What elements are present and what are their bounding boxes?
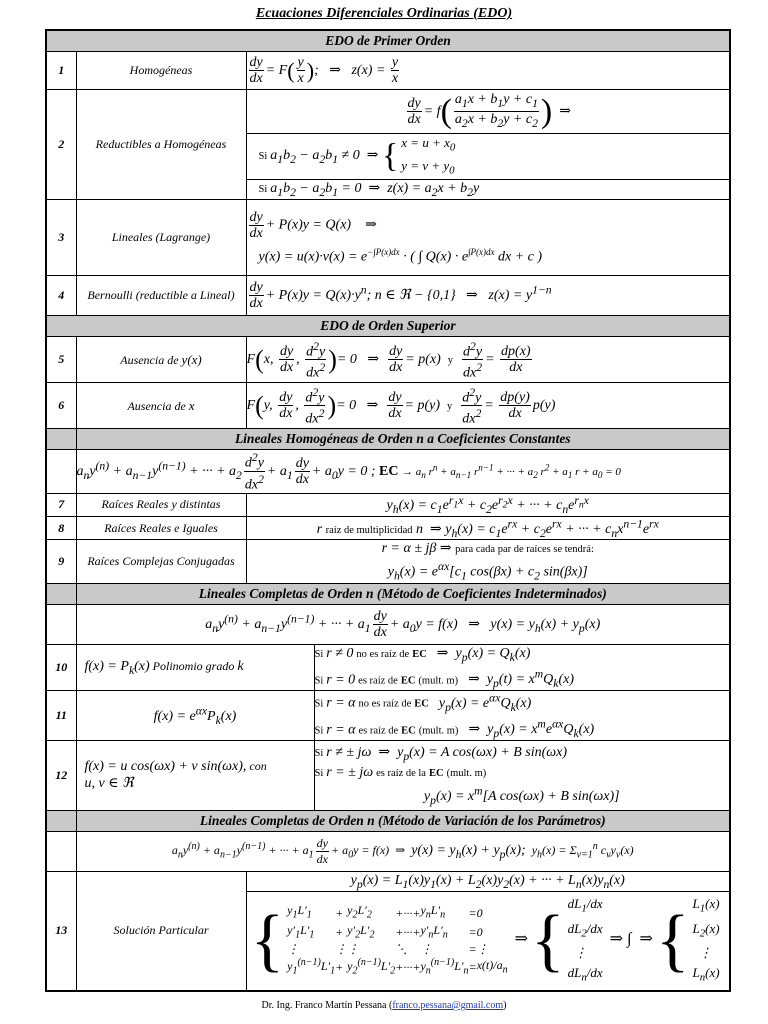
formula: r raíz de multiplicidad n ⇒ $y_h(x) = c_1e^{rx} + c_2e^{rx}$ + ··· + $c_nx^{n-1}e^{rx}$ (246, 516, 730, 539)
row-name: Bernoulli (reductible a Lineal) (76, 276, 246, 316)
row-4 (46, 276, 730, 316)
row-name: Lineales (Lagrange) (76, 200, 246, 276)
row-number: 10 (46, 644, 76, 690)
formula: $\frac{dy}{dx}$ = f( $\frac{a_1x + b_1y + c_1}{a_2x + b_2y + c_2}$ ) ⇒ (246, 90, 730, 134)
row-7 (46, 493, 730, 516)
row-name: Ausencia de x (76, 383, 246, 429)
formula: Si r = α no es raíz de EC $y_p(x) = e^{\alpha x}Q_k(x)$ Si r = α es raíz de EC (mult. m) ⇒ $y_p(x) = x^me^{\alpha x}Q_k(x)$ (314, 691, 730, 741)
row-number: 6 (46, 383, 76, 429)
row-5 (46, 337, 730, 383)
row-number: 2 (46, 90, 76, 200)
formula: $\frac{dy}{dx}$ = F( $\frac{y}{x}$ ); ⇒ z(x) = $\frac{y}{x}$ (246, 52, 730, 90)
row-number: 13 (46, 872, 76, 991)
formula: Si r ≠ 0 no es raíz de EC ⇒ $y_p(x) = Q_k(x)$ Si r = 0 es raíz de EC (mult. m) ⇒ $y_p(t) = x^mQ_k(x)$ (314, 644, 730, 690)
row-number: 9 (46, 540, 76, 583)
section-homog-const: Lineales Homogéneas de Orden n a Coeficientes Constantes (46, 429, 730, 450)
formula: { $y_1L'_1$ + $y_2L'_2$ +···+ $y_nL'_n$ = 0 $y'_1L'_1$ + $y'_2L'_2$ +···+ $y'_nL'_n$ = 0 ⋮ ⋮ ⋮ ⋱ ⋮ = ⋮ $y_1^{(n-1)}L'_1$ + $y_2^{(n-1)}L'_2$ +···+ $y_n^{(n-1)}L'_n$ = $x(t)/a_n$ ⇒ { $dL_1/dx$ $dL_2/dx$ ⋮ $dL_n/dx$ ⇒ ∫ ⇒ { $L_1(x)$ $L_2(x)$ ⋮ $L_n(x)$ (246, 892, 730, 991)
section-first-order: EDO de Primer Orden (46, 30, 730, 52)
formula: $\frac{dy}{dx}$ + P(x)y = Q(x) ⇒ $y(x) = u(x)\cdot v(x) = e^{-\int P(x)dx}$ · ( ∫ $Q(x) \cdot e^{\int P(x)dx}$ dx + c ) (246, 200, 730, 276)
row-number: 7 (46, 493, 76, 516)
formula: $a_ny^{(n)} + a_{n-1}y^{(n-1)}$ + ··· + $a_1$ $\frac{dy}{dx}$ + $a_0y = f(x)$ ⇒ $y(x) = y_h(x) + y_p(x)$ (76, 604, 730, 644)
row-6 (46, 383, 730, 429)
row-name: Raíces Reales e Iguales (76, 516, 246, 539)
formula: $a_ny^{(n)} + a_{n-1}y^{(n-1)}$ + ··· + $a_2$ $\frac{d^2y}{dx^2}$ + $a_1$ $\frac{dy}{dx}$ + $a_0y = 0$ ; EC → $a_n$ $r^n + a_{n-1}$ $r^{n-1}$ + ··· + $a_2$ $r^2 + a_1$ $r + a_0 = 0$ (76, 450, 730, 493)
row-number: 1 (46, 52, 76, 90)
formula: r = α ± jβ ⇒ para cada par de raíces se tendrá: $y_h(x) = e^{\alpha x}[c_1$ $\cos(\beta x) + c_2$ sin(βx)] (246, 540, 730, 583)
row-11 (46, 691, 730, 741)
document-title: Ecuaciones Diferenciales Ordinarias (EDO) (255, 6, 513, 21)
row-number: 11 (46, 691, 76, 741)
row-name: Ausencia de y(x) (76, 337, 246, 383)
row-homog-general (46, 450, 730, 493)
formula-table (45, 29, 731, 992)
row-8 (46, 516, 730, 539)
formula: Si $a_1b_2 - a_2b_1 = 0$ ⇒ $z(x) = a_2x + b_2y$ (246, 180, 730, 200)
email-link[interactable]: franco.pessana@gmail.com (392, 1000, 504, 1011)
row-name: $f(x) = P_k(x)$ Polinomio grado k (76, 644, 314, 690)
section-undetermined: Lineales Completas de Orden n (Método de Coeficientes Indeterminados) (46, 583, 730, 604)
row-undetermined-general (46, 604, 730, 644)
row-name: Reductibles a Homogéneas (76, 90, 246, 200)
formula: Si $a_1b_2 - a_2b_1 \ne 0$ ⇒ { $x = u + x_0$ $y = v + y_0$ (246, 134, 730, 180)
row-name: $f(x) = e^{\alpha x}P_k(x)$ (76, 691, 314, 741)
row-name: Raíces Complejas Conjugadas (76, 540, 246, 583)
row-number: 12 (46, 741, 76, 811)
row-3 (46, 200, 730, 276)
row-1 (46, 52, 730, 90)
row-10 (46, 644, 730, 690)
formula: $\frac{dy}{dx}$ + $P(x)y = Q(x)\cdot y^n$; n ∈ ℜ − {0,1} ⇒ $z(x) = y^{1-n}$ (246, 276, 730, 316)
row-2a (46, 90, 730, 134)
section-variation: Lineales Completas de Orden n (Método de Variación de los Parámetros) (46, 811, 730, 832)
section-higher-order: EDO de Orden Superior (46, 316, 730, 337)
formula: $y_p(x) = L_1(x)y_1(x) + L_2(x)y_2(x)$ + ··· + $L_n(x)y_n(x)$ (246, 872, 730, 892)
row-name: Solución Particular (76, 872, 246, 991)
formula: Si r ≠ ± jω ⇒ $y_p(x) = A$ cos(ωx) + B sin(ωx) Si r = ± jω es raíz de la EC (mult. m) $y_p(x) = x^m[A$ cos(ωx) + B sin(ωx)] (314, 741, 730, 811)
formula: $a_ny^{(n)} + a_{n-1}y^{(n-1)}$ + ··· + $a_1$ $\frac{dy}{dx}$ + $a_0y = f(x)$ ⇒ $y(x) = y_h(x) + y_p(x)$; $y_h(x) = \Sigma_{v=1}^n$ $c_vy_v(x)$ (76, 832, 730, 872)
row-12 (46, 741, 730, 811)
row-number: 3 (46, 200, 76, 276)
footer: Dr. Ing. Franco Martín Pessana (franco.pessana@gmail.com) (261, 1000, 507, 1011)
row-13a (46, 872, 730, 892)
formula: F(y, $\frac{dy}{dx}$ , $\frac{d^2y}{dx^2}$ )= 0 ⇒ $\frac{dy}{dx}$ = p(y) y $\frac{d^2y}{dx^2}$ = $\frac{dp(y)}{dx}$ p(y) (246, 383, 730, 429)
formula: $y_h(x) = c_1e^{r_1x} + c_2e^{r_2x}$ + ··· + $c_ne^{r_nx}$ (246, 493, 730, 516)
row-number: 8 (46, 516, 76, 539)
row-name: f(x) = u cos(ωx) + v sin(ωx), con u, v ∈ ℜ (76, 741, 314, 811)
row-9 (46, 540, 730, 583)
row-number: 5 (46, 337, 76, 383)
row-number: 4 (46, 276, 76, 316)
formula: F(x, $\frac{dy}{dx}$ , $\frac{d^2y}{dx^2}$ )= 0 ⇒ $\frac{dy}{dx}$ = p(x) y $\frac{d^2y}{dx^2}$ = $\frac{dp(x)}{dx}$ (246, 337, 730, 383)
row-name: Raíces Reales y distintas (76, 493, 246, 516)
row-name: Homogéneas (76, 52, 246, 90)
row-variation-general (46, 832, 730, 872)
